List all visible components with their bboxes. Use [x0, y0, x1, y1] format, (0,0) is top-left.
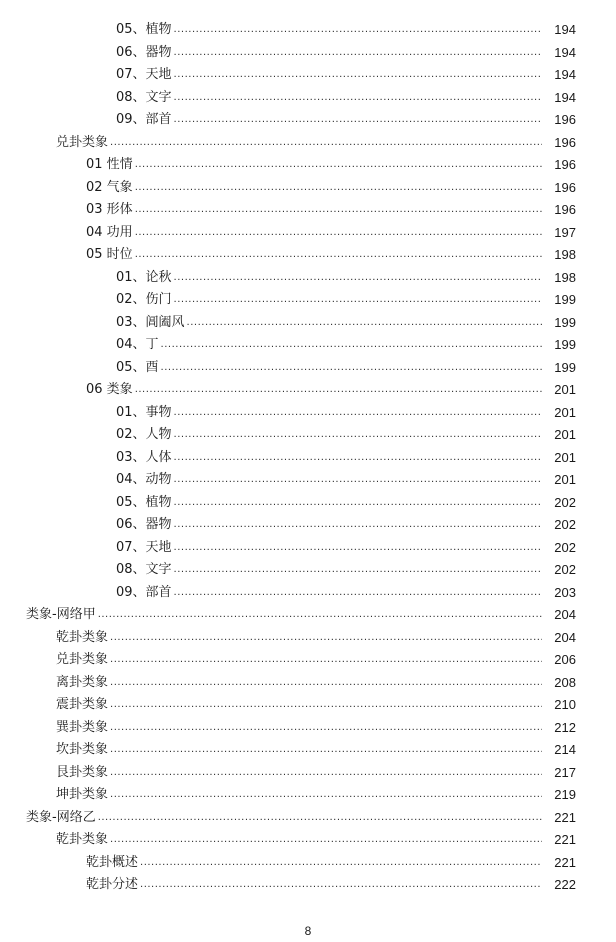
toc-dot-leader — [174, 427, 542, 443]
toc-entry[interactable] — [0, 402, 616, 425]
toc-dot-leader — [110, 832, 542, 848]
toc-entry[interactable] — [0, 447, 616, 470]
toc-dot-leader — [174, 45, 542, 61]
toc-entry-page-number: 194 — [554, 44, 576, 60]
toc-entry[interactable] — [0, 199, 616, 222]
table-of-contents — [0, 19, 616, 897]
toc-entry-title: 震卦类象 — [56, 697, 109, 713]
toc-dot-leader — [174, 67, 542, 83]
toc-entry[interactable] — [0, 109, 616, 132]
toc-entry-title: 乾卦类象 — [56, 629, 109, 645]
toc-entry-title: 艮卦类象 — [56, 764, 109, 780]
toc-entry[interactable] — [0, 469, 616, 492]
toc-entry[interactable] — [0, 807, 616, 830]
toc-dot-leader — [135, 157, 542, 173]
toc-entry-title: 01、论秋 — [116, 269, 172, 285]
toc-entry-title: 01、事物 — [116, 404, 172, 420]
page-number: 8 — [304, 924, 312, 938]
toc-entry-title: 坤卦类象 — [56, 787, 109, 803]
toc-entry[interactable] — [0, 717, 616, 740]
toc-entry[interactable] — [0, 762, 616, 785]
toc-entry-title: 04、动物 — [116, 472, 172, 488]
toc-entry-page-number: 202 — [554, 517, 576, 533]
toc-dot-leader — [174, 292, 542, 308]
toc-entry-title: 坎卦类象 — [56, 742, 109, 758]
toc-entry[interactable] — [0, 379, 616, 402]
toc-entry[interactable] — [0, 559, 616, 582]
toc-entry[interactable] — [0, 649, 616, 672]
toc-entry-title: 类象-网络乙 — [26, 809, 96, 825]
toc-entry-page-number: 199 — [554, 337, 576, 353]
toc-entry[interactable] — [0, 739, 616, 762]
toc-entry-page-number: 194 — [554, 89, 576, 105]
toc-entry[interactable] — [0, 537, 616, 560]
toc-dot-leader — [174, 112, 542, 128]
toc-entry-title: 09、部首 — [116, 112, 172, 128]
toc-dot-leader — [174, 562, 542, 578]
toc-dot-leader — [174, 270, 542, 286]
toc-entry[interactable] — [0, 492, 616, 515]
toc-entry[interactable] — [0, 222, 616, 245]
toc-entry-title: 05 时位 — [86, 247, 133, 263]
toc-entry-page-number: 201 — [554, 449, 576, 465]
toc-entry-page-number: 206 — [554, 652, 576, 668]
toc-entry[interactable] — [0, 64, 616, 87]
toc-dot-leader — [98, 810, 542, 826]
toc-entry-page-number: 204 — [554, 607, 576, 623]
toc-entry-title: 巽卦类象 — [56, 719, 109, 735]
toc-entry-page-number: 221 — [554, 832, 576, 848]
toc-dot-leader — [140, 855, 542, 871]
toc-entry[interactable] — [0, 829, 616, 852]
toc-entry-page-number: 202 — [554, 562, 576, 578]
toc-dot-leader — [110, 630, 542, 646]
toc-dot-leader — [174, 585, 542, 601]
toc-entry-title: 07、天地 — [116, 67, 172, 83]
toc-entry-title: 05、酉 — [116, 359, 159, 375]
toc-dot-leader — [110, 652, 542, 668]
toc-entry-page-number: 221 — [554, 854, 576, 870]
toc-entry-title: 09、部首 — [116, 584, 172, 600]
toc-entry-page-number: 201 — [554, 472, 576, 488]
toc-entry-title: 05、植物 — [116, 494, 172, 510]
toc-entry[interactable] — [0, 357, 616, 380]
toc-entry-page-number: 196 — [554, 134, 576, 150]
toc-entry-page-number: 199 — [554, 292, 576, 308]
toc-entry-title: 兑卦类象 — [56, 652, 109, 668]
toc-entry-page-number: 198 — [554, 247, 576, 263]
toc-entry-page-number: 196 — [554, 157, 576, 173]
toc-dot-leader — [187, 315, 542, 331]
toc-dot-leader — [161, 337, 542, 353]
toc-entry-page-number: 201 — [554, 404, 576, 420]
toc-entry-title: 06 类象 — [86, 382, 133, 398]
toc-entry-title: 02 气象 — [86, 179, 133, 195]
toc-entry[interactable] — [0, 852, 616, 875]
toc-entry-title: 07、天地 — [116, 539, 172, 555]
toc-entry[interactable] — [0, 874, 616, 897]
toc-entry-title: 乾卦分述 — [86, 877, 139, 893]
toc-entry-page-number: 222 — [554, 877, 576, 893]
toc-entry-page-number: 219 — [554, 787, 576, 803]
toc-entry[interactable] — [0, 177, 616, 200]
toc-entry-title: 03 形体 — [86, 202, 133, 218]
toc-entry[interactable] — [0, 604, 616, 627]
toc-entry-page-number: 208 — [554, 674, 576, 690]
toc-entry[interactable] — [0, 267, 616, 290]
toc-dot-leader — [161, 360, 542, 376]
toc-dot-leader — [174, 405, 542, 421]
toc-dot-leader — [174, 22, 542, 38]
toc-entry-page-number: 203 — [554, 584, 576, 600]
toc-entry-title: 01 性情 — [86, 157, 133, 173]
toc-dot-leader — [110, 135, 542, 151]
toc-entry-page-number: 196 — [554, 112, 576, 128]
toc-entry[interactable] — [0, 784, 616, 807]
toc-entry-page-number: 210 — [554, 697, 576, 713]
toc-entry-title: 类象-网络甲 — [26, 607, 96, 623]
toc-entry-page-number: 196 — [554, 202, 576, 218]
toc-entry[interactable] — [0, 154, 616, 177]
toc-entry-title: 兑卦类象 — [56, 134, 109, 150]
toc-entry-title: 04 功用 — [86, 224, 133, 240]
toc-entry-title: 08、文字 — [116, 562, 172, 578]
toc-entry-page-number: 202 — [554, 494, 576, 510]
toc-dot-leader — [174, 472, 542, 488]
toc-entry[interactable] — [0, 42, 616, 65]
toc-entry-page-number: 194 — [554, 67, 576, 83]
toc-entry-page-number: 201 — [554, 382, 576, 398]
toc-dot-leader — [135, 180, 542, 196]
toc-dot-leader — [110, 787, 542, 803]
toc-entry[interactable] — [0, 672, 616, 695]
toc-dot-leader — [174, 540, 542, 556]
toc-entry-title: 乾卦概述 — [86, 854, 139, 870]
toc-entry-page-number: 212 — [554, 719, 576, 735]
toc-entry[interactable] — [0, 87, 616, 110]
toc-entry[interactable] — [0, 694, 616, 717]
toc-entry-page-number: 214 — [554, 742, 576, 758]
toc-entry-title: 04、丁 — [116, 337, 159, 353]
toc-entry-title: 05、植物 — [116, 22, 172, 38]
toc-entry-title: 03、阊阖风 — [116, 314, 185, 330]
toc-dot-leader — [98, 607, 542, 623]
toc-dot-leader — [174, 90, 542, 106]
toc-entry-title: 06、器物 — [116, 517, 172, 533]
toc-dot-leader — [110, 720, 542, 736]
toc-dot-leader — [135, 247, 542, 263]
toc-entry-page-number: 217 — [554, 764, 576, 780]
toc-entry-title: 08、文字 — [116, 89, 172, 105]
toc-dot-leader — [174, 450, 542, 466]
toc-entry[interactable] — [0, 312, 616, 335]
toc-entry-page-number: 198 — [554, 269, 576, 285]
toc-dot-leader — [140, 877, 542, 893]
toc-entry-page-number: 221 — [554, 809, 576, 825]
toc-entry[interactable] — [0, 19, 616, 42]
toc-entry-page-number: 201 — [554, 427, 576, 443]
toc-dot-leader — [135, 202, 542, 218]
toc-dot-leader — [110, 675, 542, 691]
toc-dot-leader — [110, 742, 542, 758]
toc-entry-title: 离卦类象 — [56, 674, 109, 690]
toc-entry[interactable] — [0, 244, 616, 267]
toc-entry-page-number: 202 — [554, 539, 576, 555]
toc-dot-leader — [135, 382, 542, 398]
toc-entry-title: 06、器物 — [116, 44, 172, 60]
toc-entry-title: 02、伤门 — [116, 292, 172, 308]
toc-entry-title: 03、人体 — [116, 449, 172, 465]
toc-entry[interactable] — [0, 424, 616, 447]
toc-entry[interactable] — [0, 582, 616, 605]
toc-entry[interactable] — [0, 514, 616, 537]
toc-entry[interactable] — [0, 289, 616, 312]
toc-dot-leader — [174, 517, 542, 533]
toc-dot-leader — [135, 225, 542, 241]
toc-entry-page-number: 194 — [554, 22, 576, 38]
toc-entry-title: 02、人物 — [116, 427, 172, 443]
toc-entry[interactable] — [0, 334, 616, 357]
toc-dot-leader — [110, 765, 542, 781]
toc-entry-page-number: 199 — [554, 314, 576, 330]
toc-dot-leader — [110, 697, 542, 713]
toc-entry[interactable] — [0, 627, 616, 650]
toc-entry-title: 乾卦类象 — [56, 832, 109, 848]
toc-entry[interactable] — [0, 132, 616, 155]
toc-entry-page-number: 204 — [554, 629, 576, 645]
toc-dot-leader — [174, 495, 542, 511]
toc-entry-page-number: 196 — [554, 179, 576, 195]
toc-entry-page-number: 197 — [554, 224, 576, 240]
toc-entry-page-number: 199 — [554, 359, 576, 375]
